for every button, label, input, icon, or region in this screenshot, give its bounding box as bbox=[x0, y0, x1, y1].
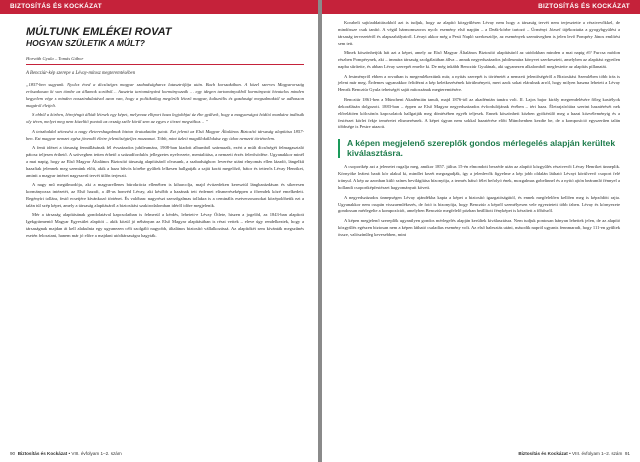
left-page bbox=[0, 0, 318, 462]
article-column bbox=[26, 24, 304, 243]
pull-quote-text: A képen megjelenő szereplők gondos mérlegelés alapján kerültek kiválasztásra. bbox=[347, 138, 616, 158]
journal-name: Biztosítás és Kockázat bbox=[518, 451, 568, 456]
body-paragraph: A fenti idézet a társaság fennállásának fél évszázados jubileumára, 1908-ban kiadott albumból származik, ezért a múlt dicsőségét felmagasztaló pátosz teljesen érthető. A szövegben tetten érhető a századfordulós jellegzetes nyelvezete, mentalitása, a nemzeti érzés felerősödése. Ugyanakkor minél a mai napig, hogy az Első Magyar Általános Biztosító társaság alapításáról olvasunk, a szabadsághorc leverése utáni elnyomás ellen lázadó, lángelkű hazafiak jelennek meg szemünk előtt, akik a haza bűvös körébe gyűltek lelkesen hallgatják a saját korát megelőző, bátor és tetterős Lévay Henriket, aminit a magyar intézet nagyszerű tervét ütlőn terjeszti. bbox=[26, 145, 304, 178]
quote-paragraph: A tetszhaldal sétessést a nagy életereshagalmak bizton őrutudatáin jutott. Ezt jelenti az Első Magyar Általános Biztosító társaság alapítása 1857-ben. Ezt magyar nemzet egész jövendő életre jelentőségteljes mozzanat. Több, mint üzleti magállokállokász egy ódon nemzeti történelem. bbox=[26, 128, 304, 141]
body-paragraph: Korabeli sajtóaddattásokból azt is tudjuk, hogy az alapító közgyűlésen Lévay nem hogy a társaság tervét nem terjesztette a résztvevőkkel, de mindössze csak tanító. A végül hármomszoros nyolc esemény első napján – a Deák-körbe tartozó – Ürményi József tájékoztatta a gyogybgyülést a társaság tervezetéről és alapszabályairól. Lévayt akkor még a Pesti Napló szerkesztője, az események szemüvegben is jelen levő Pompéry János említést sem tett. bbox=[338, 20, 620, 46]
opening-quote: „1857-ben sugyunk. Nyolcz éved a dicsőséges magyar szabadságharcz lutasztrófája után. Buch korszakában. A közel szerves Magyarország erőszakosan ki van tömbe az államok sorából… Ausztria tartományává kormányozzák … egy idegen tartományokból kormányzott hivatalos minden kegyelem vége s minden nosszindulatával azon van, hogy a politikailag megőrült létező magyar, kulturális és gazdasági megsalmaktól se adhasson magáról életjelt. bbox=[26, 82, 304, 108]
issue-info: • VIII. évfolyam 1–2. szám bbox=[569, 451, 623, 456]
body-paragraph: A képen megjelenő szereplők ugyanilyen gondos mérlegelés alapján kerültek kiválasztásra. Nem tudjuk pontosan hányan lehettek jelen, de az alapító közgyűlés egészen biztosan nem a képen látható csaladías esemény volt. Az első balesztás utáni, második napról ugyanis fennmaradt, hogy 111-en gyűltek össze, valószínűleg kevesebben, mint bbox=[338, 217, 620, 237]
page-number: 90 bbox=[10, 451, 16, 456]
page-footer bbox=[10, 451, 122, 456]
section-header-band bbox=[322, 0, 640, 14]
article-authors: Horváth Gyula – Tomás Gábor bbox=[26, 56, 84, 61]
page-number: 91 bbox=[624, 451, 630, 456]
pull-quote bbox=[338, 139, 620, 158]
title-divider bbox=[26, 64, 304, 65]
section-label: BIZTOSÍTÁS ÉS KOCKÁZAT bbox=[10, 3, 102, 10]
page-footer bbox=[518, 451, 630, 456]
article-column bbox=[338, 20, 620, 241]
journal-name: Biztosítás és Kockázat bbox=[17, 451, 68, 456]
quote-paragraph: S ebből a körben, létrejéngtt állódt létrsek egy képet, melyenaz elhport haza legjobbjai úz ébe gyűlvek, hogy a magyarságot hódító munkára indítsák oly téren, melyet meg nem közelítő pontok az ország széle körül sem az egyes e törzet megváltoz… ” bbox=[26, 112, 304, 125]
body-paragraph: A negyedszázados ünnepségen Lévay ajándékba kapta a képet a biztosító igazgatóságától, és ennek megfelelően kellően meg is képződött rajta. Ugyanakkor nem csupán visszaemlékezés, de fotó is bizonyítja, hogy Bencziúr a képről személyesen vele egyeztetett több ízben. Lévay és környezete gondossan mérlegelte a kompozíciót, amelyben Bencziúr megfelelő pózban beállított fényképet is készített a főhősről. bbox=[338, 194, 620, 214]
issue-info: • VIII. évfolyam 1–2. szám bbox=[68, 451, 122, 456]
body-paragraph: A festményről ebben a rovatban is megemlékeztünk már, a nyitás szerepét is történetét a nemzeti jelentőségéről a Biztosítási Szemlében több írás is jelent már meg. Érdemes ugyanakkor felidézni a kép keletkezésének körülményeit, mert azok sokat elárulnak arról, hogy milyen haszna lehetett a Lévay Henrik Bencziúr Gyula tehetségét saját mítoszának megteremtésére. bbox=[338, 73, 620, 93]
article-lead: A Bencziúr-kép szerepe a Lévay-mítosz megteremtésében bbox=[26, 71, 136, 76]
article-subtitle: HOGYAN SZÜLETIK A MÚLT? bbox=[26, 38, 145, 48]
body-paragraph: Mér a társaság alapításának gondolatával kapcsolatban is felmerül a kérdés, lehetett-e Lévay Ötlete, hiszen a jogelőd, az 1843-ban alapított Igekgrármentő Magyar Egyesület alapítói – akik közül jó néhányan az Első Magyar alapításában is részt vettek – eleve úgy rendelkeztek, hogy a társaságnak majdan át kell alakulnia egy ugyanezen célt szolgáló nagyobb, általános biztosító vállalkozássá. Az alapítókét sem kívánták megszűnés esetén felosztani, hanem már jó előre a majdani utódtársaságra hagyták. bbox=[26, 212, 304, 239]
body-paragraph: A csoportkép azt a jelenetet rugalja meg, amikor 1857. július 15-én elmondott beszéde után az alapító közgyűlés résztvevői Lévay Henriket ünneplik. Környöke leáiest barát kör alakul ki, mindlet kezét megragadják, így a jelenlevők figyelme a kép jobb oldalán látható Lévayt körülvevő csoport felé irányul. A kép az azonban külö színes bevilágítása bízonyítja, a termés hátsó félet befolyó ének, mozgalmas gobelinnel és a nyitó ajtón beáramló fénnyel a hollandi csoportképfestészet hagyományait követi. bbox=[338, 164, 620, 191]
article-title: MÚLTUNK EMLÉKEI ROVAT bbox=[26, 26, 172, 38]
body-paragraph: A nagy mű megálmodója, aki a magyarellenes bürokrácia ellenében is kiharcolja, majd évtizedeken keresztül lángbarázdásan és sikeresen kormányozza intézetét, az Első hazafi, a 48-as honvéd Lévay, aki később a hazának tett érdemei elismeréseképpen a főrendek közé emelkedett. Regényíri tollára, festő ecsetjére kívánkozó történet. És valóban: nagyrészt szerzőgalmas tollakra is a ceminálís esetverzosonokat középolóhetik ezt a talán túl szép képet, amely a társaság alapításáról a biztosítási szakirodalomban idéről időre megjelenik. bbox=[26, 182, 304, 208]
right-page bbox=[322, 0, 640, 462]
body-paragraph: Bencziúr 1861-ben a Müncheni Akadémián tanult, majd 1876-tól az akadémián tanára volt. II. Lajos bajor király megrendelésére főleg kastélyok dekorálásán dolgozott. 1883-ban – éppen az Első Magyar negyedszázados évfordulójának évében – tért haza. Életrajzíróiára szerint hazatérését nek előrelátóen kölcsönös kapcsolatok hallgatják meg döntésében egyéb teljesek. Ennek köszönheti közben gyökérülő meg a hazai közvéleményig és a festészet körlet fekje teméretet elismerésnek. A képet úgyan nem sokkal hazatérése előtt Münchenben kezdte be, de a komposíció egyszerűen talán többsége is Pestre utazott. bbox=[338, 96, 620, 130]
section-label: BIZTOSÍTÁS ÉS KOCKÁZAT bbox=[538, 3, 630, 10]
body-paragraph: Minek köszönhetjük hát azt a képet, amely az Első Magyar Általános Biztosító alapításáról az utódokban minden a mai napig él? Furcsa módon részben Pompérynek, aki – immára társaság szolgálatában állva – annak negyedszázados jubileumára könyvet szerkesztett, amelyben az alapítást egyetlen napba sűrítette, és abban Lévay szerepét emelte ki. De még inkább Bencziúr Gyulának, aki ugyanezen alkalomból megfestette az alapítás pillanatát. bbox=[338, 50, 620, 70]
section-header-band bbox=[0, 0, 318, 14]
